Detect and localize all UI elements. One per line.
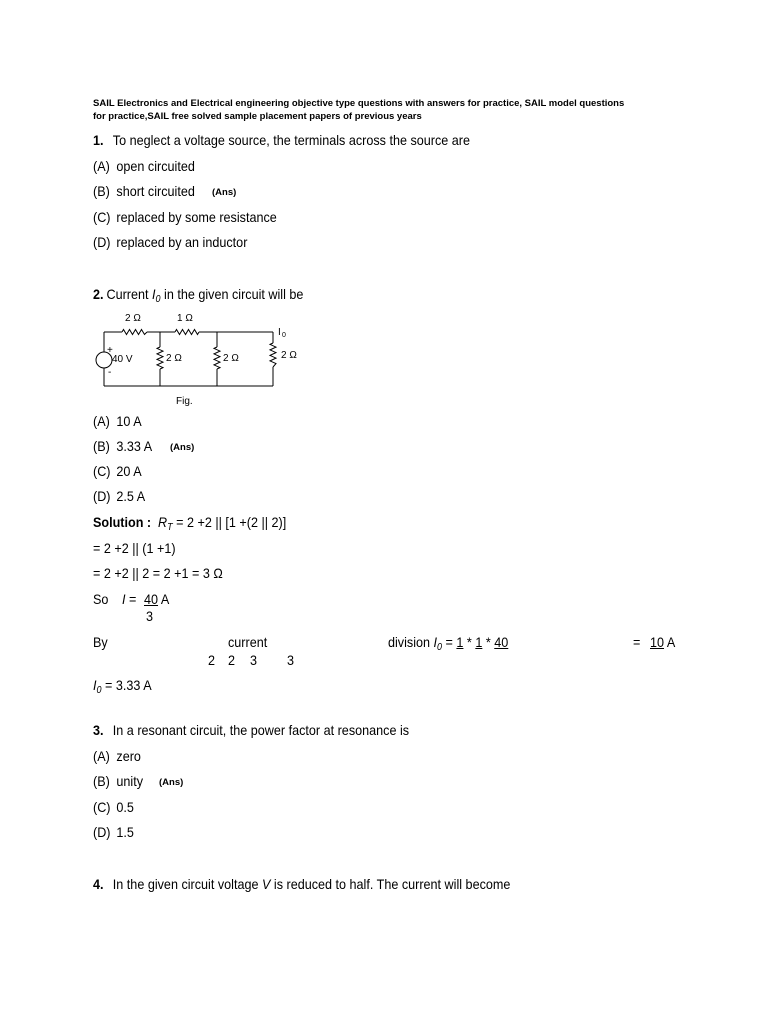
option-text: 1.5 [116,824,134,840]
circuit-figure [90,305,315,410]
question-4 [93,876,510,892]
unit: A [160,591,170,607]
fraction-denominator: 3 [287,652,295,668]
solution-step-2: = 2 +2 || 2 = 2 +1 = 3 Ω [93,565,223,581]
fraction-numerator: 1 [456,634,464,650]
q3-option-a [93,748,141,764]
fraction-denominator: 2 [208,652,216,668]
option-text: 2.5 A [116,488,146,504]
current-variable: I [152,286,156,302]
multiply-operator: * [485,634,491,650]
voltage-variable: V [261,876,271,892]
q1-option-a [93,158,195,174]
result-subscript: 0 [96,685,102,696]
option-text: 3.33 A [116,438,153,454]
question-number: 3. [93,722,104,738]
source-plus-sign: + [107,345,113,356]
question-number: 4. [93,876,104,892]
current-division-word: division [388,634,431,650]
option-text: unity [116,773,144,789]
multiply-operator: * [466,634,472,650]
figure-caption: Fig. [176,396,193,407]
branch-current-subscript: 0 [437,642,443,653]
q2-option-d [93,488,145,504]
fraction-denominator: 2 [228,652,236,668]
result-symbol: I [93,677,97,693]
resistor-label: 2 Ω [223,353,239,364]
total-current-symbol: I [122,591,126,607]
result-value: = 3.33 A [105,677,152,693]
option-text: 20 A [116,463,142,479]
solution-heading: Solution : [93,514,152,530]
q1-option-c [93,209,277,225]
resistor-label: 2 Ω [166,353,182,364]
option-label: (C) [93,463,111,479]
total-current-prefix: So [93,591,109,607]
option-label: (D) [93,488,111,504]
option-text: 0.5 [116,799,134,815]
source-minus-sign: - [108,367,112,378]
resistor-label: 2 Ω [125,313,141,324]
option-text: zero [116,748,141,764]
fraction-denominator: 3 [146,608,154,624]
option-label: (D) [93,824,111,840]
q1-option-b [93,183,195,199]
rt-symbol: R [158,514,168,530]
question-text-end: in the given circuit will be [164,286,304,302]
current-division-equation [388,634,508,653]
fraction-numerator: 40 [144,591,159,607]
q1-option-d [93,234,247,250]
option-label: (B) [93,183,110,199]
shunt-resistor-symbol [214,347,220,369]
q3-option-c [93,799,134,815]
series-resistor-symbol [122,330,147,335]
option-label: (C) [93,209,111,225]
q3-option-b [93,773,143,789]
current-division-word: current [228,634,268,650]
fraction-numerator: 40 [494,634,509,650]
q2-option-b [93,438,152,454]
q2-option-c [93,463,142,479]
answer-marker: (Ans) [159,777,184,788]
option-label: (B) [93,773,110,789]
question-number: 2. [93,286,104,302]
solution-rt-equation [158,514,286,533]
option-text: 10 A [116,413,142,429]
fraction-denominator: 3 [250,652,258,668]
option-text: open circuited [116,158,195,174]
answer-marker: (Ans) [170,442,195,453]
option-label: (B) [93,438,110,454]
equals-sign: = [633,634,641,650]
option-text: replaced by an inductor [116,234,248,250]
option-label: (A) [93,158,110,174]
q3-option-d [93,824,134,840]
rt-expression: = 2 +2 || [1 +(2 || 2)] [176,514,287,530]
option-text: short circuited [116,183,195,199]
branch-current-symbol: I [433,634,438,650]
q2-option-a [93,413,142,429]
option-label: (D) [93,234,111,250]
total-current-rhs [144,591,169,607]
current-label-subscript: 0 [282,332,286,339]
question-text-start: Current [106,286,149,302]
question-text-end: is reduced to half. The current will become [273,876,511,892]
question-1 [93,132,470,148]
resistor-label: 2 Ω [281,350,297,361]
shunt-resistor-symbol [157,347,163,369]
resistor-label: 1 Ω [177,313,193,324]
equals-sign: = [445,634,453,650]
question-text: To neglect a voltage source, the terminals across the source are [112,132,470,148]
question-2 [93,286,303,305]
page-heading-line-2: for practice,SAIL free solved sample placement papers of previous years [93,111,422,122]
option-label: (A) [93,413,110,429]
shunt-resistor-symbol [270,343,276,367]
fraction-numerator: 1 [475,634,483,650]
current-variable-subscript: 0 [155,294,161,305]
unit: A [666,634,676,650]
option-text: replaced by some resistance [116,209,277,225]
current-label: I [278,327,281,338]
solution-step-1: = 2 +2 || (1 +1) [93,540,176,556]
question-number: 1. [93,132,104,148]
answer-marker: (Ans) [212,187,237,198]
solution-result [93,677,152,696]
equals-sign: = [129,591,137,607]
option-label: (A) [93,748,110,764]
current-division-word: By [93,634,108,650]
series-resistor-symbol [175,330,199,335]
total-current-lhs [122,591,136,607]
question-3 [93,722,409,738]
page-heading-line-1: SAIL Electronics and Electrical engineering objective type questions with answers for practice, SAIL model questions [93,98,625,109]
question-text-start: In the given circuit voltage [112,876,259,892]
option-label: (C) [93,799,111,815]
fraction-numerator: 10 [650,634,665,650]
current-division-result [650,634,675,650]
rt-subscript: T [167,522,173,533]
source-voltage-label: 40 V [112,354,133,365]
question-text: In a resonant circuit, the power factor at resonance is [112,722,410,738]
